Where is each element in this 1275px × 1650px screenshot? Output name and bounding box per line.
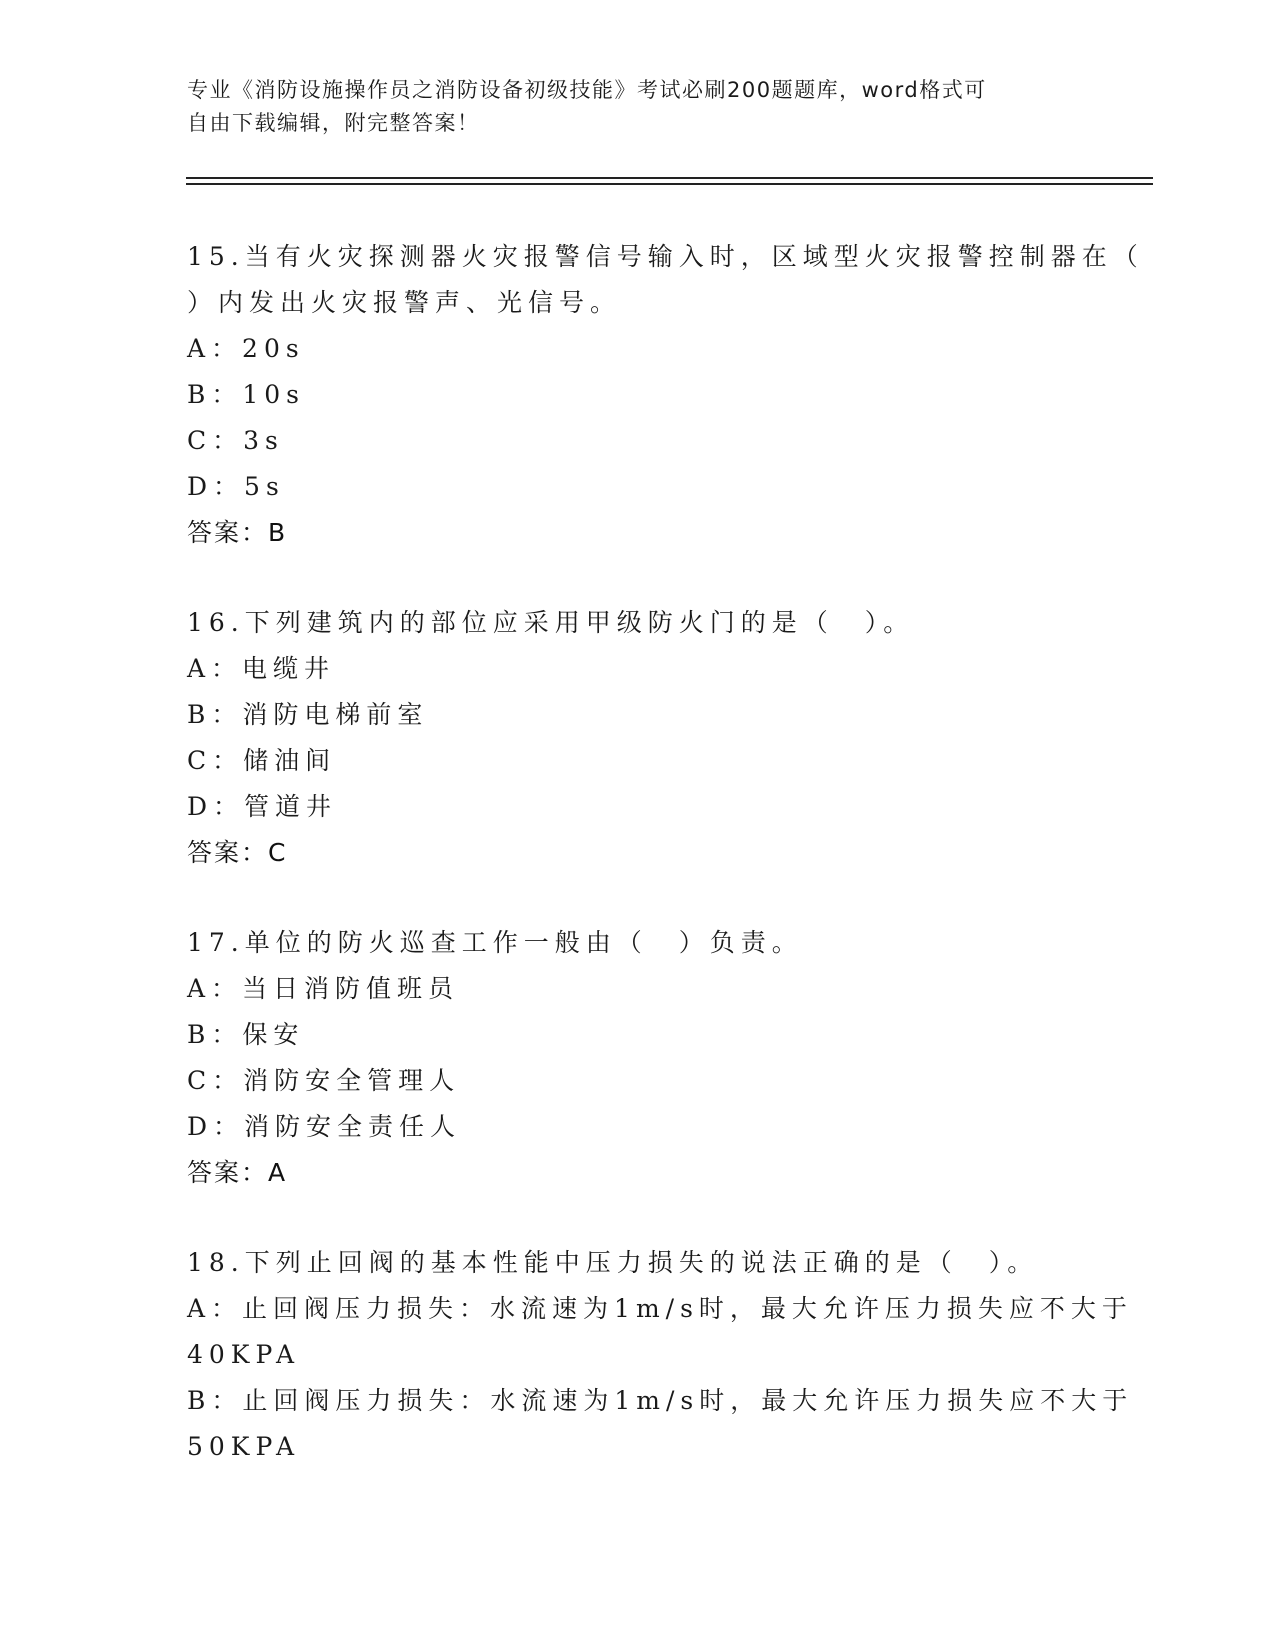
header-line-1: 专业《消防设施操作员之消防设备初级技能》考试必刷200题题库，word格式可 <box>187 78 987 102</box>
option-d: D：消防安全责任人 <box>187 1112 462 1141</box>
option-d: D：5s <box>187 472 285 501</box>
option-b: B：10s <box>187 380 306 409</box>
option-a: A：20s <box>187 334 305 363</box>
answer-label: 答案：A <box>187 1158 288 1187</box>
question-15 <box>187 234 1144 556</box>
question-17 <box>187 920 1087 1196</box>
header-divider-bottom <box>186 183 1153 185</box>
answer-label: 答案：B <box>187 518 288 547</box>
question-stem: 18.下列止回阀的基本性能中压力损失的说法正确的是（ ）。 <box>187 1248 1039 1277</box>
question-stem: 16.下列建筑内的部位应采用甲级防火门的是（ ）。 <box>187 608 915 637</box>
question-18 <box>187 1240 1134 1470</box>
question-16 <box>187 600 1087 876</box>
question-stem: 17.单位的防火巡查工作一般由（ ）负责。 <box>187 928 803 957</box>
option-b: B：保安 <box>187 1020 305 1049</box>
option-a: A：当日消防值班员 <box>187 974 460 1003</box>
header-line-2: 自由下载编辑，附完整答案！ <box>187 111 480 135</box>
header-divider-top <box>186 177 1153 179</box>
question-stem-continued: ）内发出火灾报警声、光信号。 <box>187 288 622 317</box>
option-c: C：消防安全管理人 <box>187 1066 461 1095</box>
option-b-continued: 50KPA <box>187 1432 301 1461</box>
option-a: A：电缆井 <box>187 654 336 683</box>
answer-label: 答案：C <box>187 838 288 867</box>
option-b: B：止回阀压力损失：水流速为1m/s时，最大允许压力损失应不大于 <box>187 1386 1134 1415</box>
option-a: A：止回阀压力损失：水流速为1m/s时，最大允许压力损失应不大于 <box>187 1294 1133 1323</box>
option-c: C：3s <box>187 426 284 455</box>
question-stem: 15.当有火灾探测器火灾报警信号输入时，区域型火灾报警控制器在（ <box>187 242 1144 271</box>
option-d: D：管道井 <box>187 792 338 821</box>
option-a-continued: 40KPA <box>187 1340 301 1369</box>
document-header <box>187 74 1087 140</box>
option-c: C：储油间 <box>187 746 337 775</box>
option-b: B：消防电梯前室 <box>187 700 429 729</box>
